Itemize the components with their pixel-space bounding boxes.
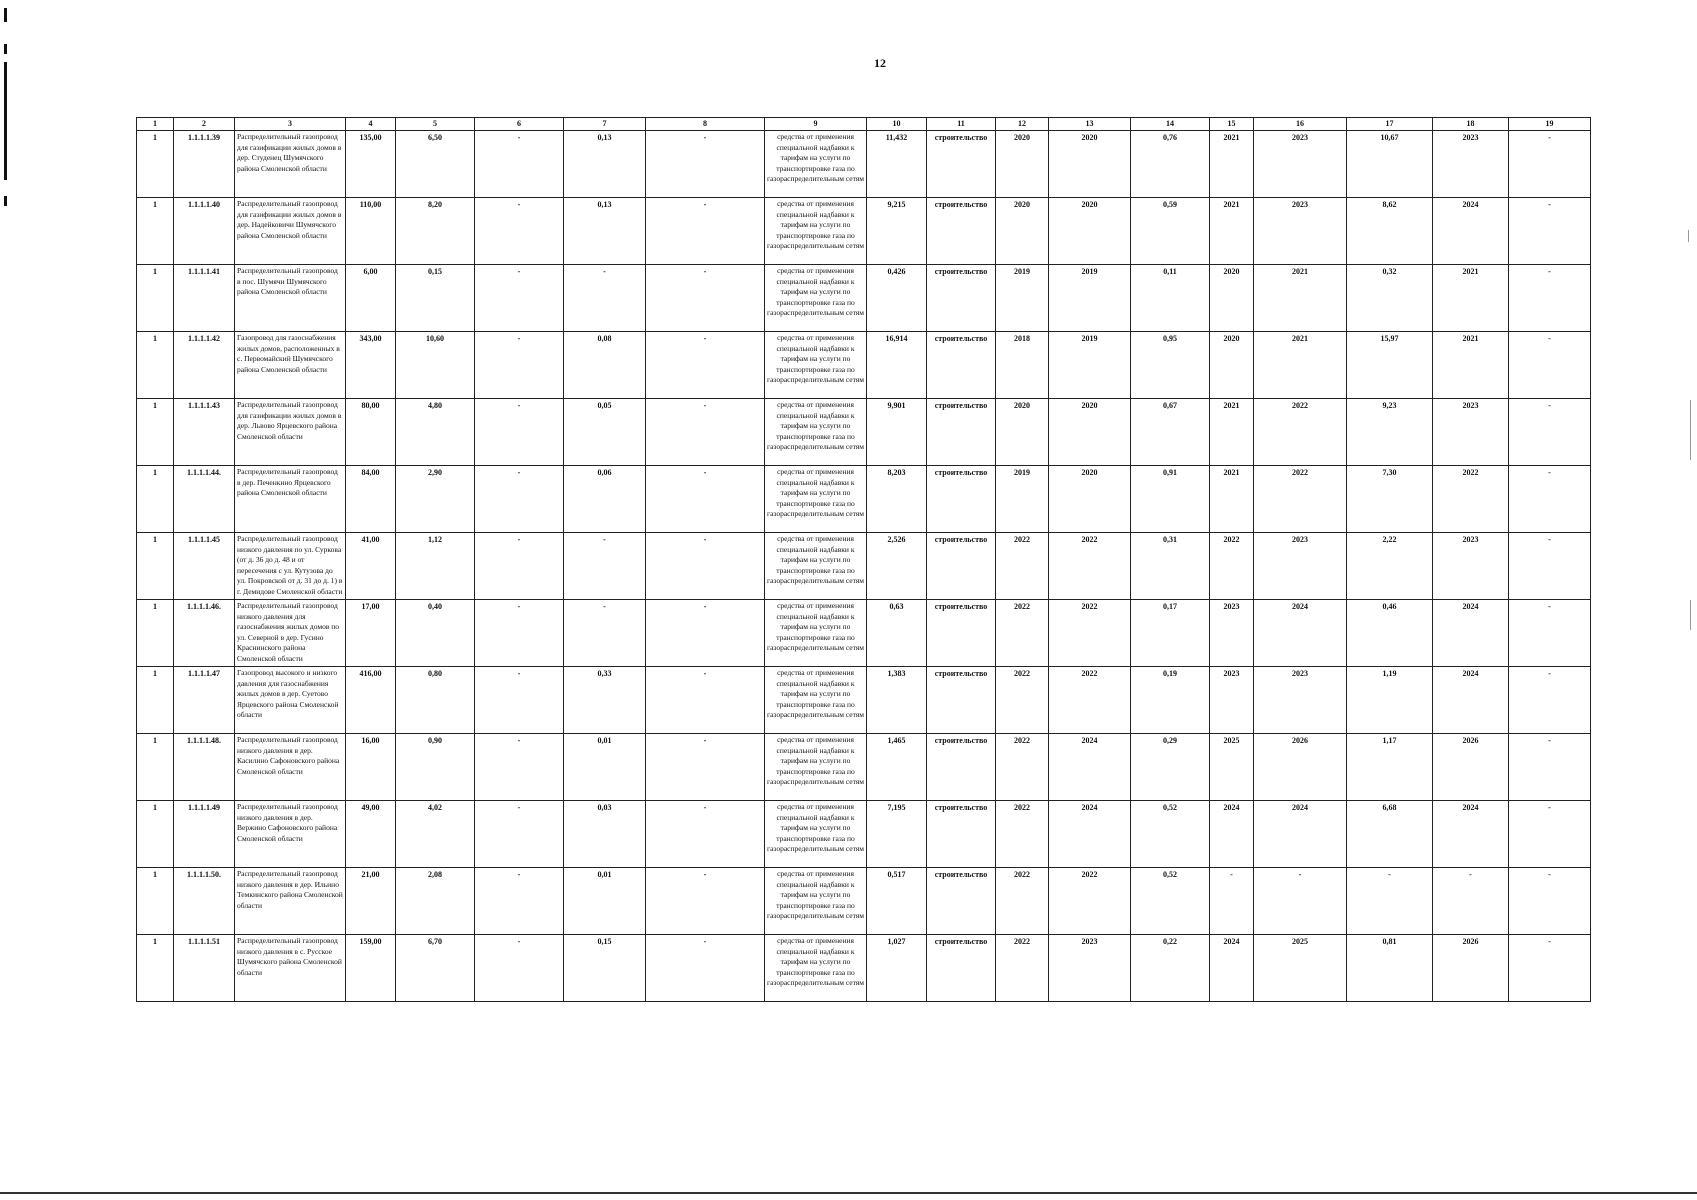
col-19-cell: - (1509, 466, 1591, 533)
object-name-cell: Распределительный газопровод низкого давления в дер. Касилино Сафоновского района Смоленской области (235, 734, 346, 801)
col-19-cell: - (1509, 131, 1591, 198)
capacity-cell: 0,05 (564, 399, 646, 466)
cost-cell: 0,80 (396, 667, 475, 734)
table-row (137, 868, 1591, 935)
start-year-cell: 2022 (996, 868, 1049, 935)
table-row (137, 667, 1591, 734)
value-14-cell: 0,76 (1131, 131, 1210, 198)
row-group-cell: 1 (137, 131, 174, 198)
value-14-cell: 0,91 (1131, 466, 1210, 533)
value-17-cell: 15,97 (1347, 332, 1433, 399)
year-15-cell: 2022 (1210, 533, 1254, 600)
header-row (137, 118, 1591, 131)
funding-source-cell: средства от применения специальной надбавки к тарифам на услуги по транспортировке газа по газораспределительным сетям (765, 600, 867, 667)
cost-cell: 1,12 (396, 533, 475, 600)
year-15-cell: 2025 (1210, 734, 1254, 801)
year-18-cell: 2021 (1433, 265, 1509, 332)
item-number-cell: 1.1.1.1.48. (174, 734, 235, 801)
value-17-cell: 10,67 (1347, 131, 1433, 198)
col-8-cell: - (646, 332, 765, 399)
start-year-cell: 2022 (996, 600, 1049, 667)
capacity-cell: 0,13 (564, 131, 646, 198)
year-18-cell: 2024 (1433, 801, 1509, 868)
work-type-cell: строительство (927, 131, 996, 198)
total-cell: 7,195 (867, 801, 927, 868)
cost-cell: 6,70 (396, 935, 475, 1002)
length-cell: 6,00 (346, 265, 396, 332)
row-group-cell: 1 (137, 667, 174, 734)
capacity-cell: 0,08 (564, 332, 646, 399)
work-type-cell: строительство (927, 466, 996, 533)
column-header: 8 (646, 118, 765, 131)
total-cell: 0,517 (867, 868, 927, 935)
table-row (137, 533, 1591, 600)
table-row (137, 801, 1591, 868)
year-18-cell: 2023 (1433, 131, 1509, 198)
col-6-cell: - (475, 868, 564, 935)
year-16-cell: 2021 (1254, 265, 1347, 332)
col-8-cell: - (646, 734, 765, 801)
scan-edge-mark (4, 196, 7, 206)
length-cell: 17,00 (346, 600, 396, 667)
value-17-cell: 7,30 (1347, 466, 1433, 533)
value-14-cell: 0,59 (1131, 198, 1210, 265)
cost-cell: 0,15 (396, 265, 475, 332)
year-18-cell: 2024 (1433, 667, 1509, 734)
cost-cell: 8,20 (396, 198, 475, 265)
value-17-cell: 2,22 (1347, 533, 1433, 600)
col-6-cell: - (475, 801, 564, 868)
col-8-cell: - (646, 935, 765, 1002)
value-17-cell: 0,32 (1347, 265, 1433, 332)
funding-source-cell: средства от применения специальной надбавки к тарифам на услуги по транспортировке газа по газораспределительным сетям (765, 734, 867, 801)
value-17-cell: 1,17 (1347, 734, 1433, 801)
year-16-cell: 2022 (1254, 399, 1347, 466)
end-year-cell: 2022 (1049, 533, 1131, 600)
work-type-cell: строительство (927, 265, 996, 332)
column-header: 5 (396, 118, 475, 131)
col-6-cell: - (475, 935, 564, 1002)
total-cell: 0,426 (867, 265, 927, 332)
col-6-cell: - (475, 198, 564, 265)
end-year-cell: 2020 (1049, 399, 1131, 466)
row-group-cell: 1 (137, 466, 174, 533)
year-16-cell: 2023 (1254, 667, 1347, 734)
funding-source-cell: средства от применения специальной надбавки к тарифам на услуги по транспортировке газа по газораспределительным сетям (765, 533, 867, 600)
table-row (137, 935, 1591, 1002)
object-name-cell: Распределительный газопровод для газификации жилых домов в дер. Надейковичи Шумячского района Смоленской области (235, 198, 346, 265)
row-group-cell: 1 (137, 868, 174, 935)
funding-source-cell: средства от применения специальной надбавки к тарифам на услуги по транспортировке газа по газораспределительным сетям (765, 332, 867, 399)
funding-source-cell: средства от применения специальной надбавки к тарифам на услуги по транспортировке газа по газораспределительным сетям (765, 265, 867, 332)
scan-edge-mark (1690, 600, 1691, 630)
col-6-cell: - (475, 667, 564, 734)
year-18-cell: 2021 (1433, 332, 1509, 399)
col-8-cell: - (646, 466, 765, 533)
funding-source-cell: средства от применения специальной надбавки к тарифам на услуги по транспортировке газа по газораспределительным сетям (765, 198, 867, 265)
column-header: 14 (1131, 118, 1210, 131)
scan-edge-mark (4, 44, 7, 54)
end-year-cell: 2022 (1049, 600, 1131, 667)
column-header: 19 (1509, 118, 1591, 131)
object-name-cell: Газопровод для газоснабжения жилых домов, расположенных в с. Первомайский Шумячского района Смоленской области (235, 332, 346, 399)
funding-source-cell: средства от применения специальной надбавки к тарифам на услуги по транспортировке газа по газораспределительным сетям (765, 801, 867, 868)
column-header: 10 (867, 118, 927, 131)
total-cell: 1,383 (867, 667, 927, 734)
capacity-cell: 0,13 (564, 198, 646, 265)
start-year-cell: 2022 (996, 533, 1049, 600)
length-cell: 49,00 (346, 801, 396, 868)
item-number-cell: 1.1.1.1.39 (174, 131, 235, 198)
year-15-cell: 2021 (1210, 399, 1254, 466)
work-type-cell: строительство (927, 667, 996, 734)
capacity-cell: 0,33 (564, 667, 646, 734)
row-group-cell: 1 (137, 600, 174, 667)
col-8-cell: - (646, 399, 765, 466)
funding-source-cell: средства от применения специальной надбавки к тарифам на услуги по транспортировке газа по газораспределительным сетям (765, 466, 867, 533)
col-6-cell: - (475, 600, 564, 667)
item-number-cell: 1.1.1.1.45 (174, 533, 235, 600)
row-group-cell: 1 (137, 533, 174, 600)
col-19-cell: - (1509, 868, 1591, 935)
row-group-cell: 1 (137, 265, 174, 332)
length-cell: 343,00 (346, 332, 396, 399)
column-header: 4 (346, 118, 396, 131)
col-8-cell: - (646, 265, 765, 332)
column-header: 11 (927, 118, 996, 131)
column-header: 9 (765, 118, 867, 131)
column-header: 2 (174, 118, 235, 131)
table-row (137, 265, 1591, 332)
end-year-cell: 2023 (1049, 935, 1131, 1002)
column-header: 6 (475, 118, 564, 131)
column-header: 18 (1433, 118, 1509, 131)
start-year-cell: 2022 (996, 734, 1049, 801)
work-type-cell: строительство (927, 533, 996, 600)
year-16-cell: 2025 (1254, 935, 1347, 1002)
length-cell: 80,00 (346, 399, 396, 466)
year-16-cell: 2023 (1254, 198, 1347, 265)
col-19-cell: - (1509, 332, 1591, 399)
scan-edge-mark (4, 62, 7, 180)
col-8-cell: - (646, 801, 765, 868)
length-cell: 135,00 (346, 131, 396, 198)
item-number-cell: 1.1.1.1.44. (174, 466, 235, 533)
object-name-cell: Распределительный газопровод низкого давления по ул. Суркова (от д. 36 до д. 48 и от пересечения с ул. Кутузова до ул. Покровской от д. 31 до д. 1) в г. Демидове Смоленской области (235, 533, 346, 600)
cost-cell: 0,40 (396, 600, 475, 667)
start-year-cell: 2020 (996, 131, 1049, 198)
col-6-cell: - (475, 131, 564, 198)
value-17-cell: 6,68 (1347, 801, 1433, 868)
page-number: 12 (874, 56, 886, 70)
total-cell: 0,63 (867, 600, 927, 667)
value-14-cell: 0,22 (1131, 935, 1210, 1002)
table-row (137, 399, 1591, 466)
total-cell: 9,215 (867, 198, 927, 265)
year-18-cell: 2024 (1433, 198, 1509, 265)
total-cell: 16,914 (867, 332, 927, 399)
year-15-cell: - (1210, 868, 1254, 935)
work-type-cell: строительство (927, 332, 996, 399)
end-year-cell: 2024 (1049, 801, 1131, 868)
work-type-cell: строительство (927, 801, 996, 868)
column-header: 1 (137, 118, 174, 131)
start-year-cell: 2020 (996, 198, 1049, 265)
column-header: 12 (996, 118, 1049, 131)
end-year-cell: 2020 (1049, 198, 1131, 265)
col-8-cell: - (646, 667, 765, 734)
work-type-cell: строительство (927, 198, 996, 265)
col-19-cell: - (1509, 801, 1591, 868)
total-cell: 1,027 (867, 935, 927, 1002)
value-17-cell: 0,46 (1347, 600, 1433, 667)
scan-edge-mark (1690, 400, 1691, 460)
value-14-cell: 0,67 (1131, 399, 1210, 466)
year-16-cell: 2024 (1254, 801, 1347, 868)
year-15-cell: 2023 (1210, 600, 1254, 667)
table-body (137, 131, 1591, 1002)
value-17-cell: - (1347, 868, 1433, 935)
col-19-cell: - (1509, 734, 1591, 801)
table-row (137, 332, 1591, 399)
funding-source-cell: средства от применения специальной надбавки к тарифам на услуги по транспортировке газа по газораспределительным сетям (765, 935, 867, 1002)
cost-cell: 2,08 (396, 868, 475, 935)
table-row (137, 198, 1591, 265)
value-17-cell: 1,19 (1347, 667, 1433, 734)
year-16-cell: 2022 (1254, 466, 1347, 533)
col-6-cell: - (475, 466, 564, 533)
col-19-cell: - (1509, 198, 1591, 265)
length-cell: 110,00 (346, 198, 396, 265)
item-number-cell: 1.1.1.1.40 (174, 198, 235, 265)
total-cell: 1,465 (867, 734, 927, 801)
capacity-cell: - (564, 533, 646, 600)
scan-edge-mark (1688, 230, 1689, 242)
end-year-cell: 2020 (1049, 131, 1131, 198)
col-19-cell: - (1509, 399, 1591, 466)
value-14-cell: 0,11 (1131, 265, 1210, 332)
year-16-cell: 2023 (1254, 131, 1347, 198)
item-number-cell: 1.1.1.1.50. (174, 868, 235, 935)
table-row (137, 466, 1591, 533)
row-group-cell: 1 (137, 734, 174, 801)
object-name-cell: Распределительный газопровод низкого давления для газоснабжения жилых домов по ул. Северной в дер. Гусино Краснинского района Смоленской области (235, 600, 346, 667)
table-row (137, 131, 1591, 198)
total-cell: 2,526 (867, 533, 927, 600)
col-6-cell: - (475, 734, 564, 801)
start-year-cell: 2020 (996, 399, 1049, 466)
start-year-cell: 2022 (996, 801, 1049, 868)
object-name-cell: Газопровод высокого и низкого давления для газоснабжения жилых домов в дер. Суетово Ярцевского района Смоленской области (235, 667, 346, 734)
value-14-cell: 0,52 (1131, 868, 1210, 935)
capacity-cell: 0,15 (564, 935, 646, 1002)
funding-source-cell: средства от применения специальной надбавки к тарифам на услуги по транспортировке газа по газораспределительным сетям (765, 868, 867, 935)
item-number-cell: 1.1.1.1.43 (174, 399, 235, 466)
item-number-cell: 1.1.1.1.47 (174, 667, 235, 734)
year-18-cell: 2023 (1433, 399, 1509, 466)
column-header: 7 (564, 118, 646, 131)
work-type-cell: строительство (927, 600, 996, 667)
object-name-cell: Распределительный газопровод низкого давления в дер. Вержино Сафоновского района Смоленской области (235, 801, 346, 868)
funding-source-cell: средства от применения специальной надбавки к тарифам на услуги по транспортировке газа по газораспределительным сетям (765, 131, 867, 198)
object-name-cell: Распределительный газопровод для газификации жилых домов в дер. Львово Ярцевского района Смоленской области (235, 399, 346, 466)
total-cell: 9,901 (867, 399, 927, 466)
year-16-cell: 2026 (1254, 734, 1347, 801)
length-cell: 16,00 (346, 734, 396, 801)
length-cell: 41,00 (346, 533, 396, 600)
col-8-cell: - (646, 533, 765, 600)
column-header: 17 (1347, 118, 1433, 131)
end-year-cell: 2019 (1049, 332, 1131, 399)
object-name-cell: Распределительный газопровод низкого давления в дер. Ильино Темкинского района Смоленской области (235, 868, 346, 935)
year-16-cell: 2024 (1254, 600, 1347, 667)
scan-edge-mark (4, 8, 7, 22)
col-19-cell: - (1509, 667, 1591, 734)
column-header: 15 (1210, 118, 1254, 131)
row-group-cell: 1 (137, 801, 174, 868)
value-14-cell: 0,31 (1131, 533, 1210, 600)
table-header (137, 118, 1591, 131)
funding-source-cell: средства от применения специальной надбавки к тарифам на услуги по транспортировке газа по газораспределительным сетям (765, 399, 867, 466)
work-type-cell: строительство (927, 399, 996, 466)
length-cell: 84,00 (346, 466, 396, 533)
end-year-cell: 2022 (1049, 667, 1131, 734)
year-18-cell: 2022 (1433, 466, 1509, 533)
capacity-cell: 0,01 (564, 734, 646, 801)
capacity-cell: 0,06 (564, 466, 646, 533)
year-15-cell: 2024 (1210, 801, 1254, 868)
work-type-cell: строительство (927, 734, 996, 801)
col-8-cell: - (646, 198, 765, 265)
end-year-cell: 2022 (1049, 868, 1131, 935)
row-group-cell: 1 (137, 935, 174, 1002)
cost-cell: 6,50 (396, 131, 475, 198)
col-6-cell: - (475, 265, 564, 332)
row-group-cell: 1 (137, 198, 174, 265)
col-19-cell: - (1509, 265, 1591, 332)
cost-cell: 0,90 (396, 734, 475, 801)
year-15-cell: 2020 (1210, 332, 1254, 399)
col-19-cell: - (1509, 533, 1591, 600)
year-18-cell: 2026 (1433, 935, 1509, 1002)
item-number-cell: 1.1.1.1.42 (174, 332, 235, 399)
year-15-cell: 2020 (1210, 265, 1254, 332)
year-18-cell: 2023 (1433, 533, 1509, 600)
value-14-cell: 0,29 (1131, 734, 1210, 801)
work-type-cell: строительство (927, 935, 996, 1002)
bottom-rule (0, 1192, 1697, 1194)
col-8-cell: - (646, 131, 765, 198)
end-year-cell: 2020 (1049, 466, 1131, 533)
work-type-cell: строительство (927, 868, 996, 935)
total-cell: 8,203 (867, 466, 927, 533)
start-year-cell: 2019 (996, 466, 1049, 533)
start-year-cell: 2022 (996, 935, 1049, 1002)
end-year-cell: 2024 (1049, 734, 1131, 801)
capacity-cell: - (564, 600, 646, 667)
value-14-cell: 0,95 (1131, 332, 1210, 399)
cost-cell: 2,90 (396, 466, 475, 533)
column-header: 3 (235, 118, 346, 131)
value-14-cell: 0,17 (1131, 600, 1210, 667)
start-year-cell: 2022 (996, 667, 1049, 734)
value-17-cell: 9,23 (1347, 399, 1433, 466)
length-cell: 159,00 (346, 935, 396, 1002)
col-6-cell: - (475, 399, 564, 466)
year-16-cell: - (1254, 868, 1347, 935)
start-year-cell: 2019 (996, 265, 1049, 332)
value-14-cell: 0,52 (1131, 801, 1210, 868)
cost-cell: 4,80 (396, 399, 475, 466)
data-table (136, 117, 1591, 1002)
col-8-cell: - (646, 868, 765, 935)
value-14-cell: 0,19 (1131, 667, 1210, 734)
year-15-cell: 2021 (1210, 131, 1254, 198)
end-year-cell: 2019 (1049, 265, 1131, 332)
value-17-cell: 8,62 (1347, 198, 1433, 265)
year-15-cell: 2021 (1210, 198, 1254, 265)
capacity-cell: 0,03 (564, 801, 646, 868)
row-group-cell: 1 (137, 332, 174, 399)
col-19-cell: - (1509, 935, 1591, 1002)
year-15-cell: 2024 (1210, 935, 1254, 1002)
row-group-cell: 1 (137, 399, 174, 466)
value-17-cell: 0,81 (1347, 935, 1433, 1002)
capacity-cell: - (564, 265, 646, 332)
column-header: 13 (1049, 118, 1131, 131)
table-row (137, 600, 1591, 667)
funding-source-cell: средства от применения специальной надбавки к тарифам на услуги по транспортировке газа по газораспределительным сетям (765, 667, 867, 734)
cost-cell: 10,60 (396, 332, 475, 399)
item-number-cell: 1.1.1.1.41 (174, 265, 235, 332)
year-18-cell: 2024 (1433, 600, 1509, 667)
col-8-cell: - (646, 600, 765, 667)
item-number-cell: 1.1.1.1.49 (174, 801, 235, 868)
start-year-cell: 2018 (996, 332, 1049, 399)
col-6-cell: - (475, 332, 564, 399)
total-cell: 11,432 (867, 131, 927, 198)
object-name-cell: Распределительный газопровод в пос. Шумячи Шумячского района Смоленской области (235, 265, 346, 332)
year-15-cell: 2021 (1210, 466, 1254, 533)
object-name-cell: Распределительный газопровод для газификации жилых домов в дер. Студенец Шумячского района Смоленской области (235, 131, 346, 198)
col-6-cell: - (475, 533, 564, 600)
year-18-cell: 2026 (1433, 734, 1509, 801)
year-18-cell: - (1433, 868, 1509, 935)
year-16-cell: 2021 (1254, 332, 1347, 399)
table-row (137, 734, 1591, 801)
cost-cell: 4,02 (396, 801, 475, 868)
col-19-cell: - (1509, 600, 1591, 667)
item-number-cell: 1.1.1.1.46. (174, 600, 235, 667)
length-cell: 21,00 (346, 868, 396, 935)
year-15-cell: 2023 (1210, 667, 1254, 734)
length-cell: 416,00 (346, 667, 396, 734)
capacity-cell: 0,01 (564, 868, 646, 935)
object-name-cell: Распределительный газопровод низкого давления в с. Русское Шумячского района Смоленской области (235, 935, 346, 1002)
object-name-cell: Распределительный газопровод в дер. Печенкино Ярцевского района Смоленской области (235, 466, 346, 533)
column-header: 16 (1254, 118, 1347, 131)
year-16-cell: 2023 (1254, 533, 1347, 600)
item-number-cell: 1.1.1.1.51 (174, 935, 235, 1002)
